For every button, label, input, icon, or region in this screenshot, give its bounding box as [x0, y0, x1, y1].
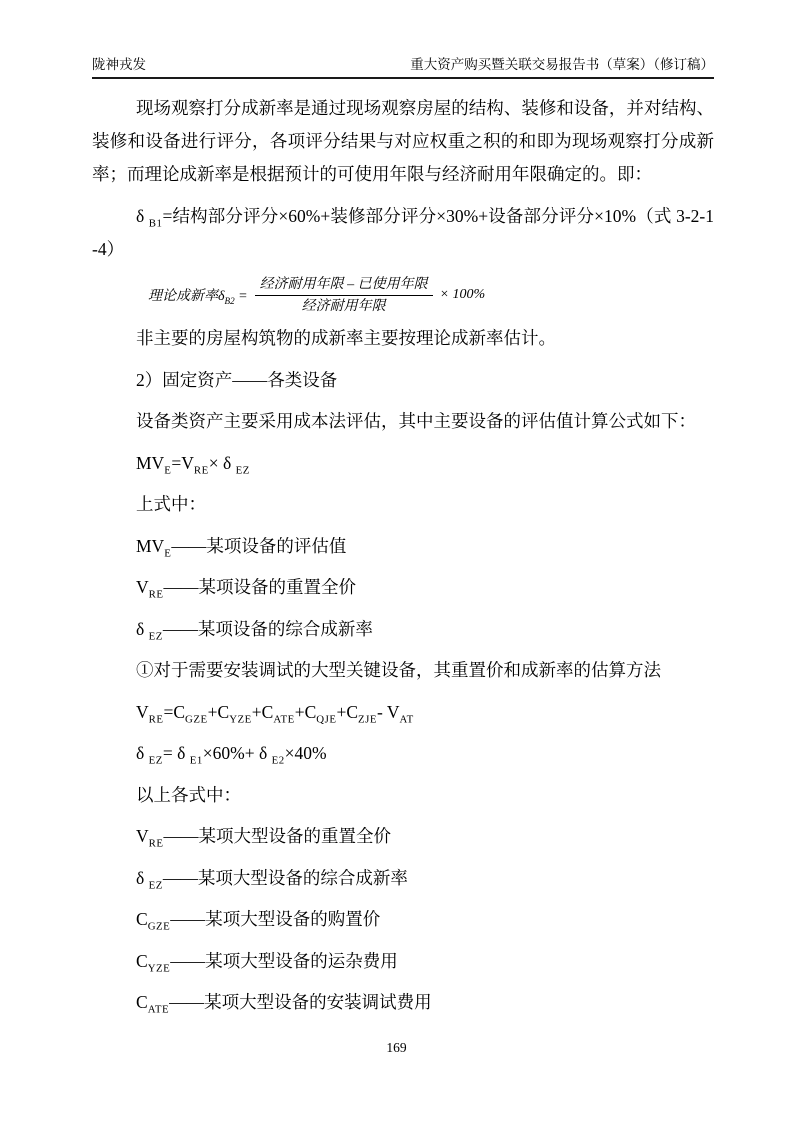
definition-delta-ez: δ $_{EZ}$——某项设备的综合成新率 — [136, 618, 373, 642]
header-report-title: 重大资产购买暨关联交易报告书（草案）（修订稿） — [410, 57, 714, 72]
definition-cyze: $C_{YZE}——$某项大型设备的运杂费用 — [136, 950, 398, 974]
formula-mv-equation: $MV_E=V_{RE}\times \delta$ $_{EZ}$ — [136, 452, 250, 476]
fraction-denominator: 经济耐用年限 — [301, 298, 386, 314]
paragraph-equipment-valuation-intro: 设备类资产主要采用成本法评估，其中主要设备的评估值计算公式如下： — [136, 411, 696, 431]
paragraph-non-main-structures: 非主要的房屋构筑物的成新率主要按理论成新率估计。 — [136, 328, 556, 348]
definition-delta-ez-large: δ $_{EZ}$——某项大型设备的综合成新率 — [136, 867, 408, 891]
definition-vre: $V_{RE}——$某项设备的重置全价 — [136, 577, 356, 601]
label-all-formulas: 以上各式中： — [136, 784, 241, 805]
definition-cgze: $C_{GZE}——$某项大型设备的购置价 — [136, 909, 381, 933]
heading-fixed-assets-equipment: 2）固定资产——各类设备 — [136, 369, 338, 390]
formula-theoretical-renewal-rate — [92, 274, 714, 316]
page-header — [92, 55, 714, 79]
paragraph-observed-rate-intro: 现场观察打分成新率是通过现场观察房屋的结构、装修和设备，并对结构、装修和设备进行评分，各项评分结果与对应权重之积的和即为现场观察打分成新率；而理论成新率是根据预计的可使用年限与经济耐用年限确定的。即： — [92, 98, 714, 184]
paragraph-large-equipment-method: ①对于需要安装调试的大型关键设备，其重置价和成新率的估算方法 — [136, 660, 661, 680]
fraction — [255, 275, 433, 316]
document-body — [92, 92, 714, 1028]
definition-mve: $MV_E——$某项设备的评估值 — [136, 535, 347, 559]
fraction-numerator: 经济耐用年限 – 已使用年限 — [255, 275, 433, 296]
footer-page-number: 169 — [386, 1040, 407, 1055]
header-company-name: 陇神戎发 — [92, 57, 146, 72]
definition-vre-large: $V_{RE}——$某项大型设备的重置全价 — [136, 826, 391, 850]
formula-vre-components: $V_{RE}=C_{GZE}+C_{YZE}+C_{ATE}+C_{QJE}+C_{ZJE}-$ $V_{AT}$ — [136, 701, 414, 725]
label-in-formula: 上式中： — [136, 494, 206, 514]
definition-cate: $C_{ATE}——$某项大型设备的安装调试费用 — [136, 992, 432, 1016]
formula-prefix: 理论成新率$\delta_{B2}$ = — [148, 289, 248, 306]
formula-delta-b1: δ $_{B1}$=结构部分评分×60%+装修部分评分×30%+设备部分评分×10%（式 3-2-1-4） — [92, 205, 714, 259]
formula-suffix: × 100% — [439, 287, 486, 302]
formula-delta-ez-weights: δ $_{EZ}$= δ $_{E1}$×60%+ δ $_{E2}$×40% — [136, 743, 327, 767]
